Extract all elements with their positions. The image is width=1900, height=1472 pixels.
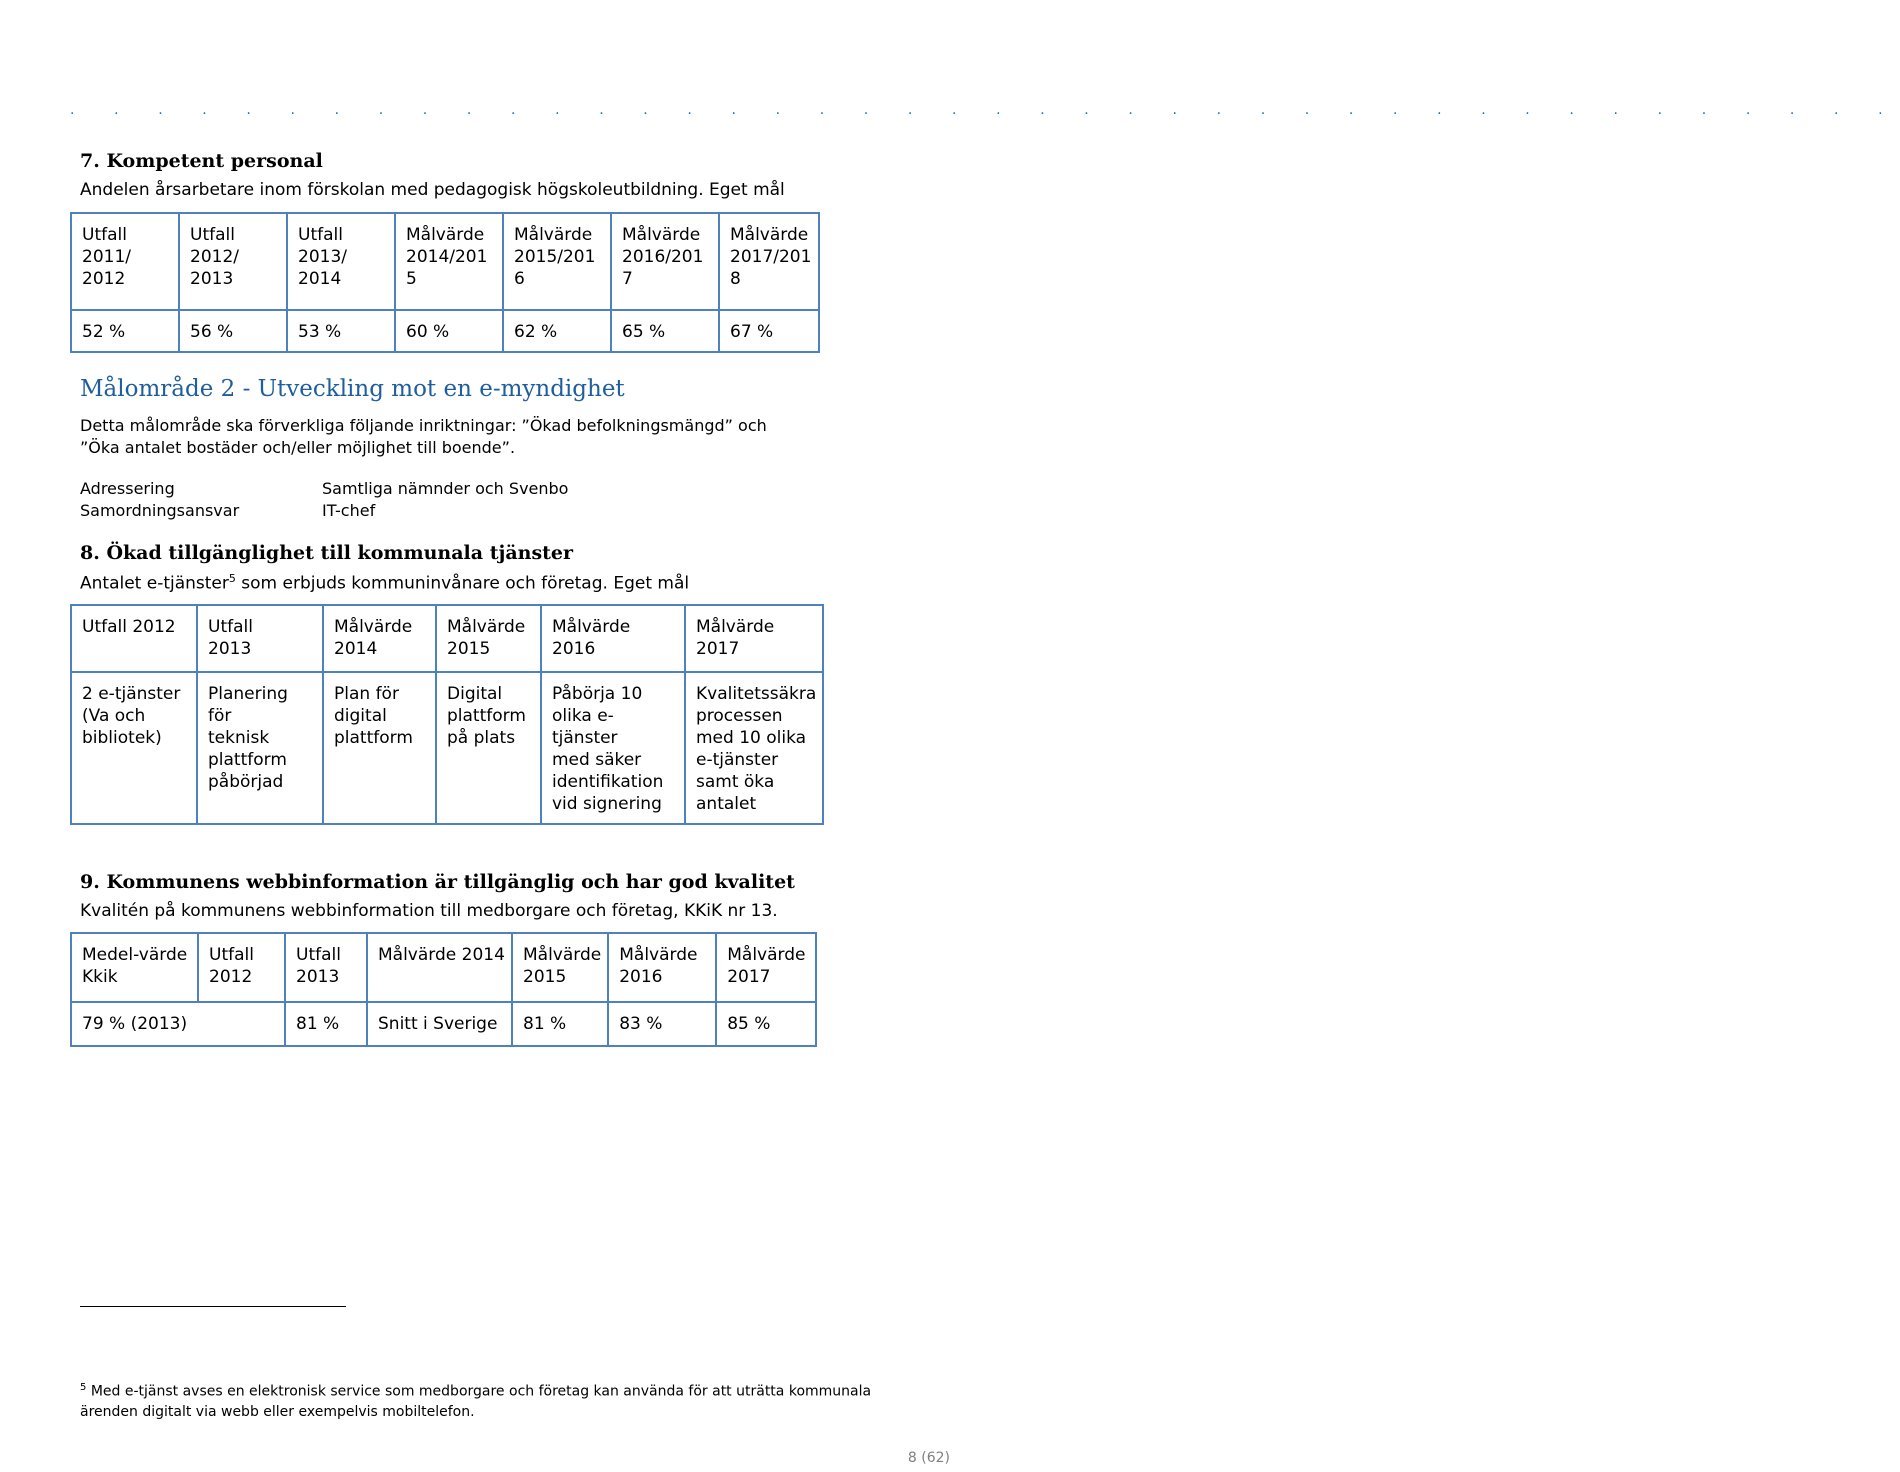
table-header-cell: Utfall 2012/ 2013 [190,225,239,289]
table-header-cell: Utfall 2013 [208,617,253,659]
table-header-cell: Målvärde 2014 [378,945,505,965]
table-header-cell: Utfall 2011/ 2012 [82,225,131,289]
table-header-cell: Målvärde 2015/201 6 [514,225,596,289]
header-doc-title: Verksamhetsplan 2015 - 2017 [668,0,894,18]
addressing-label: Adressering [80,479,175,498]
table-cell: Planering för teknisk plattform påbörjad [208,684,288,792]
coordination-value: IT-chef [322,501,376,520]
table-header-cell: Målvärde 2015 [523,945,602,987]
section9-description: Kvalitén på kommunens webbinformation till medborgare och företag, KKiK nr 13. [80,901,778,921]
section9-heading: 9. Kommunens webbinformation är tillgänglig och har god kvalitet [80,871,795,893]
table-cell: 81 % [523,1014,567,1034]
section8-description-a: Antalet e-tjänster [80,573,229,594]
table-header-cell: Målvärde 2016/201 7 [622,225,704,289]
section7-table [70,212,820,353]
table-cell: Digital plattform på plats [447,684,526,748]
table-header-cell: Målvärde 2016 [552,617,631,659]
table-cell: 81 % [296,1014,340,1034]
table-cell: 85 % [727,1014,771,1034]
table-cell: 67 % [730,322,774,342]
header-decision-date: Beslutsdatum 2014-12-15 [698,22,894,40]
table-header-cell: Medel-värde Kkik [82,945,188,987]
table-cell: 83 % [619,1014,663,1034]
table-row [71,672,823,824]
goal-area-intro-line1: Detta målområde ska förverkliga följande inriktningar: ”Ökad befolkningsmängd” och [80,416,767,435]
table-header-cell: Målvärde 2017 [696,617,775,659]
section7-heading: 7. Kompetent personal [80,150,323,172]
table-header-row [71,605,823,672]
table-header-cell: Utfall 2012 [209,945,254,987]
table-header-row [71,933,816,1002]
table-header-cell: Målvärde 2016 [619,945,698,987]
dotted-divider: . . . . . . . . . . . . . . . . . . . . . . . . . . . . . . . . . . . . . . . . . . [70,102,1900,118]
table-header-row [71,213,819,310]
table-cell: 53 % [298,322,342,342]
header-org: Svenljunga kommun [4,0,158,18]
footnote-text-line1: Med e-tjänst avses en elektronisk service som medborgare och företag kan använda för att uträtta kommunala [86,1383,872,1400]
goal-area-title: Målområde 2 - Utveckling mot en e-myndighet [80,376,625,402]
table-header-cell: Målvärde 2014/201 5 [406,225,488,289]
footnote-number: 5 [80,1382,87,1393]
coordination-label: Samordningsansvar [80,501,240,520]
table-header-cell: Målvärde 2017 [727,945,806,987]
footnote-text-line2: ärenden digitalt via webb eller exempelvis mobiltelefon. [80,1403,475,1420]
table-header-cell: Målvärde 2015 [447,617,526,659]
addressing-value: Samtliga nämnder och Svenbo [322,479,569,498]
table-cell: Kvalitetssäkra processen med 10 olika e-tjänster samt öka antalet [696,684,817,814]
table-cell: 52 % [82,322,126,342]
section7-description: Andelen årsarbetare inom förskolan med pedagogisk högskoleutbildning. Eget mål [80,180,785,200]
footnote [80,1378,871,1422]
section8-description [80,572,689,594]
table-header-cell: Utfall 2013 [296,945,341,987]
table-header-cell: Utfall 2013/ 2014 [298,225,347,289]
table-header-cell: Utfall 2012 [82,617,176,637]
table-row [71,1002,816,1046]
table-cell: Påbörja 10 olika e-tjänster med säker identifikation vid signering [552,684,664,814]
table-header-cell: Målvärde 2014 [334,617,413,659]
table-cell: 79 % (2013) [82,1014,188,1034]
section8-description-b: som erbjuds kommuninvånare och företag. Eget mål [235,573,690,594]
table-cell: 56 % [190,322,234,342]
section9-table [70,932,817,1047]
section8-table [70,604,824,825]
section8-heading: 8. Ökad tillgänglighet till kommunala tjänster [80,542,574,564]
table-header-cell: Målvärde 2017/201 8 [730,225,812,289]
table-cell: Plan för digital plattform [334,684,413,748]
table-cell: 65 % [622,322,666,342]
header-body: Kommunfullmäktige [4,22,155,40]
table-cell: 60 % [406,322,450,342]
table-row [71,310,819,352]
footnote-reference: 5 [228,572,236,585]
page-number: 8 (62) [907,1450,950,1466]
table-cell: Snitt i Sverige [378,1014,498,1034]
table-cell: 62 % [514,322,558,342]
goal-area-intro-line2: ”Öka antalet bostäder och/eller möjlighet till boende”. [80,438,516,457]
table-cell: 2 e-tjänster (Va och bibliotek) [82,684,181,748]
footnote-separator [80,1306,346,1307]
